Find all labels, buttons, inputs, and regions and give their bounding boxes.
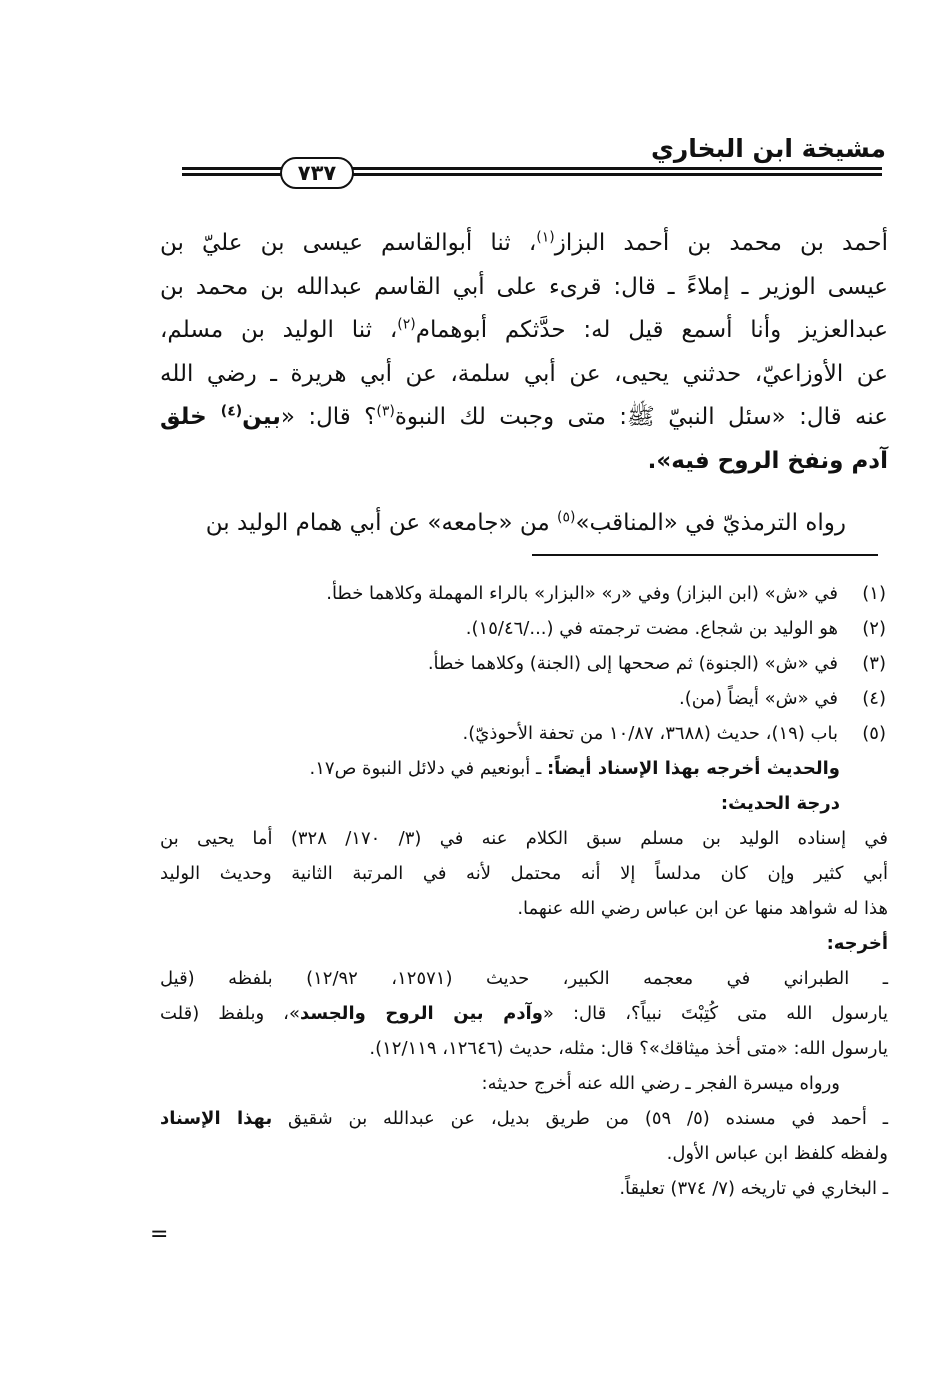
bukhari-line: ـ البخاري في تاريخه (٧/ ٣٧٤) تعليقاً. [619,1178,888,1199]
grade-line-3: هذا له شواهد منها عن ابن عباس رضي الله عنهما. [517,898,888,919]
grade-line-1: في إسناده الوليد بن مسلم سبق الكلام عنه في (٣/ ١٧٠/ ٣٢٨) أما يحيى بن [160,828,889,849]
footnote-3: (٣) في «ش» (الجنوة) ثم صححها إلى (الجنة) وكلاهما خطأ. [427,653,886,674]
grade-heading: درجة الحديث: [720,793,840,814]
footnote-2: (٢) هو الوليد بن شجاع. مضت ترجمته في (.../١٥/٤٦). [465,618,886,639]
main-line-2: عيسى الوزير ـ إملاءً ـ قال: قرىء على أبي القاسم عبدالله بن محمد بن [160,273,888,300]
takhrij-line-2: يارسول الله متى كُتِبْتَ نبياً؟، قال: «وآدم بين الروح والجسد»، وبلفظ (قلت [160,1003,888,1024]
ahmad-line-2: ولفظه كلفظ ابن عباس الأول. [666,1143,888,1164]
footnote-ref-3: (٣) [376,403,395,420]
maysara-line: ورواه ميسرة الفجر ـ رضي الله عنه أخرج حديثه: [481,1073,840,1094]
footnote-separator [532,554,878,556]
main-line-5: عنه قال: «سئل النبيّ ﷺ: متى وجبت لك النبوة$^{(٣)}$؟ قال: «بين$^{(٤)}$ خلق [160,403,888,430]
footnote-1: (١) في «ش» (ابن البزاز) وفي «ر» «البزار» بالراء المهملة وكلاهما خطأ. [326,583,886,604]
footnote-5: (٥) باب (١٩)، حديث (٣٦٨٨، ١٠/٨٧ من تحفة الأحوذيّ). [462,723,886,744]
takhrij-line-1: ـ الطبراني في معجمه الكبير، حديث (١٢٥٧١، ١٢/٩٢) بلفظه (قيل [160,968,888,989]
footnotes [160,576,888,1206]
takhrij-heading: أخرجه: [826,933,888,954]
running-header-title: مشيخة ابن البخاري [650,134,886,163]
main-line-4: عن الأوزاعيّ، حدثني يحيى، عن أبي سلمة، عن أبي هريرة ـ رضي الله [160,360,888,387]
main-line-6: آدم ونفخ الروح فيه». [647,447,888,474]
header-rule [182,160,882,184]
main-line-3: عبدالعزيز وأنا أسمع قيل له: حدَّثكم أبوهمام$^{(٢)}$، ثنا الوليد بن مسلم، [160,316,888,343]
ahmad-line-1: ـ أحمد في مسنده (٥/ ٥٩) من طريق بديل، عن عبدالله بن شقيق بهذا الإسناد [160,1108,888,1129]
continuation-mark: = [150,1222,169,1247]
main-line-1: أحمد بن محمد بن أحمد البزاز$^{(١)}$، ثنا أبوالقاسم عيسى بن عليّ بن [160,229,888,256]
takhrij-line-3: يارسول الله: «متى أخذ ميثاقك»؟ قال: مثله، حديث (١٢٦٤٦، ١٢/١١٩). [369,1038,888,1059]
grade-line-2: أبي كثير وإن كان مدلساً إلا أنه محتمل لأنه في المرتبة الثانية وحديث الوليد [160,863,888,884]
footnote-4: (٤) في «ش» أيضاً (من). [679,688,886,709]
footnote-ref-1: (١) [536,229,555,246]
footnote-ref-5: (٥) [556,509,576,526]
page-number: ٧٣٧ [280,157,354,189]
isnad-line: والحديث أخرجه بهذا الإسناد أيضاً: ـ أبونعيم في دلائل النبوة ص١٧. [309,758,840,779]
footnote-ref-2: (٢) [397,316,416,333]
main-text [160,222,888,483]
main-paragraph-2: رواه الترمذيّ في «المناقب»$^{(٥)}$ من «جامعه» عن أبي همام الوليد بن [205,509,846,536]
footnote-ref-4: (٤) [220,403,243,420]
